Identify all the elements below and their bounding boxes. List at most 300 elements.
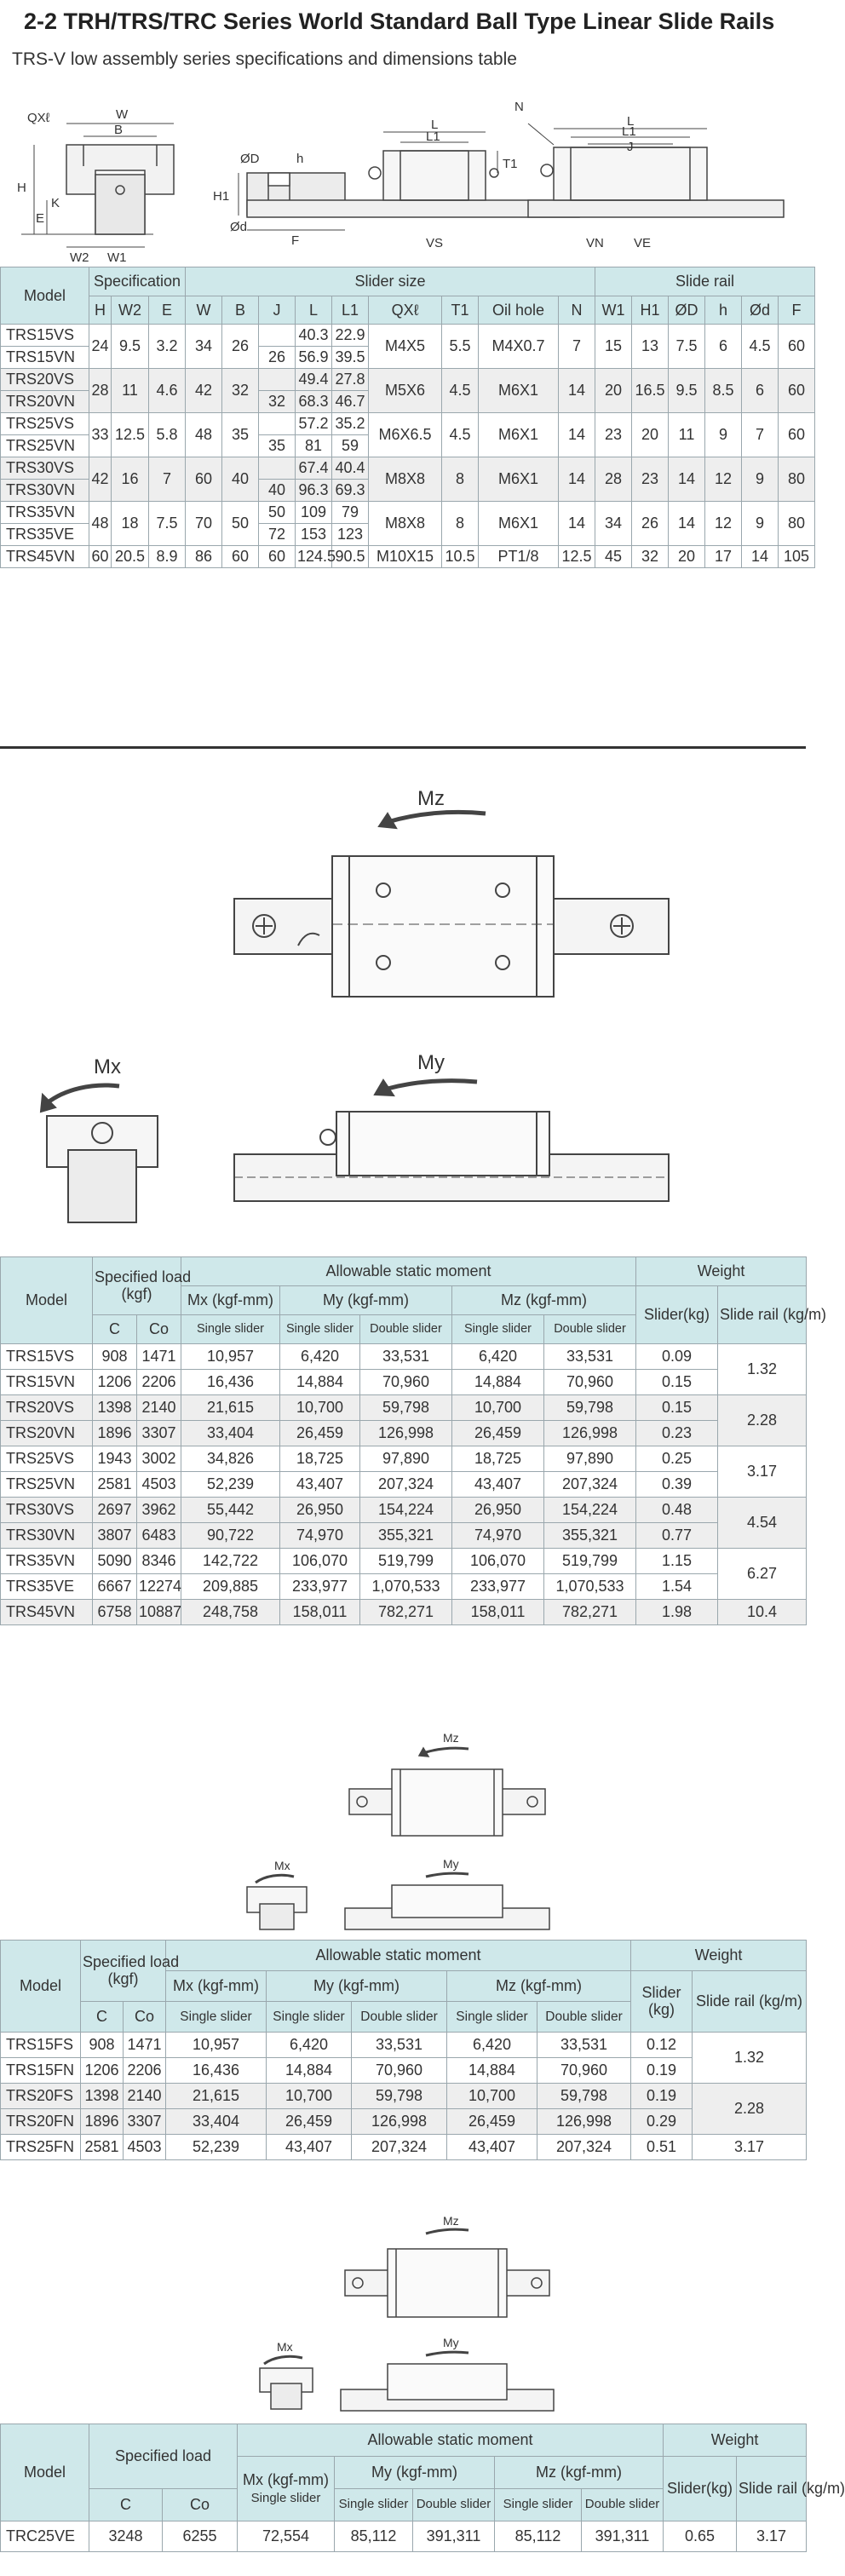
table-cell: 0.09 (636, 1344, 718, 1370)
col-e: E (149, 296, 186, 325)
table-cell: 70 (186, 502, 222, 546)
table-cell (259, 457, 296, 480)
t4-header-mz-single: Single slider (495, 2489, 582, 2521)
col-h: H (89, 296, 112, 325)
table-cell: 248,758 (181, 1600, 280, 1625)
table-row (1, 2135, 807, 2160)
table-cell: 0.25 (636, 1446, 718, 1472)
mx-label-large: Mx (94, 1055, 121, 1078)
table-cell: 59,798 (544, 1395, 636, 1421)
col-h1: H1 (632, 296, 669, 325)
table-cell: 48 (89, 502, 112, 546)
table-cell: 26,950 (280, 1498, 360, 1523)
table-cell: 34,826 (181, 1446, 280, 1472)
t2-header-mx-single: Single slider (181, 1315, 280, 1344)
table-cell: 0.19 (631, 2058, 693, 2084)
table-cell: 207,324 (537, 2135, 631, 2160)
header-specification: Specification (89, 267, 186, 296)
table-cell: 8346 (137, 1549, 181, 1574)
table-cell: 33,531 (537, 2033, 631, 2058)
table-cell: 15 (595, 325, 632, 369)
label-vn: VN (586, 236, 604, 250)
table-cell: 52,239 (181, 1472, 280, 1498)
table-cell: 9.5 (112, 325, 149, 369)
table-cell: 11 (669, 413, 705, 457)
label-h: H (17, 181, 26, 195)
table-cell: M8X8 (369, 457, 442, 502)
table-cell: 21,615 (181, 1395, 280, 1421)
table-cell: 97,890 (544, 1446, 636, 1472)
table-cell: 34 (186, 325, 222, 369)
table-cell: 0.48 (636, 1498, 718, 1523)
t3-header-specified-load (81, 1941, 180, 2002)
col-w1: W1 (595, 296, 632, 325)
table-cell: 10,957 (166, 2033, 267, 2058)
table-cell: 207,324 (352, 2135, 447, 2160)
model-cell: TRS45VN (1, 1600, 93, 1625)
model-cell: TRS15VS (1, 325, 89, 347)
col-h-small: h (705, 296, 742, 325)
table-cell: M10X15 (369, 546, 442, 568)
moment-table-trc (0, 2424, 845, 2552)
table-cell: 1.54 (636, 1574, 718, 1600)
rail-weight-cell: 4.54 (718, 1498, 807, 1549)
table-cell: 33,404 (181, 1421, 280, 1446)
table-cell: 14,884 (447, 2058, 537, 2084)
table-cell: 32 (222, 369, 259, 413)
table-cell: 7.5 (149, 502, 186, 546)
t2-header-mz: Mz (kgf-mm) (452, 1286, 636, 1315)
t2-header-co: Co (137, 1315, 181, 1344)
table-cell: 2581 (81, 2135, 124, 2160)
t3-slider-unit: (kg) (648, 2000, 675, 2018)
table-cell: 33,531 (360, 1344, 452, 1370)
table-cell: 33,531 (544, 1344, 636, 1370)
label-e: E (36, 211, 45, 226)
table-cell: 126,998 (544, 1421, 636, 1446)
table-cell: 69.3 (332, 480, 369, 502)
table-cell: 14,884 (267, 2058, 352, 2084)
table-cell: 14 (742, 546, 779, 568)
t3-header-my-double: Double slider (352, 2002, 447, 2033)
table-cell: 80 (779, 457, 815, 502)
table-cell: 1.98 (636, 1600, 718, 1625)
table-row (1, 1370, 807, 1395)
table-cell: 0.12 (631, 2033, 693, 2058)
col-j: J (259, 296, 296, 325)
table-cell: M6X1 (479, 413, 559, 457)
model-cell: TRS15VN (1, 347, 89, 369)
table-cell: 50 (259, 502, 296, 524)
table-cell: 26 (259, 347, 296, 369)
table-cell: 0.15 (636, 1395, 718, 1421)
table-cell: 782,271 (544, 1600, 636, 1625)
table-cell: 233,977 (452, 1574, 544, 1600)
table-row (1, 2084, 807, 2109)
table-cell: 12.5 (559, 546, 595, 568)
table-cell: 3.2 (149, 325, 186, 369)
table-cell: 70,960 (352, 2058, 447, 2084)
table-cell: 1896 (81, 2109, 124, 2135)
model-cell: TRS25FN (1, 2135, 81, 2160)
t3-header-mx: Mx (kgf-mm) (166, 1971, 267, 2002)
table-cell: 50 (222, 502, 259, 546)
t2-header-mz-double: Double slider (544, 1315, 636, 1344)
t3-slider-text: Slider (641, 1983, 681, 2001)
table-cell: 519,799 (360, 1549, 452, 1574)
table-cell: 26,459 (267, 2109, 352, 2135)
t4-header-slider-kg: Slider(kg) (664, 2457, 737, 2521)
col-b: B (222, 296, 259, 325)
table-cell: 35.2 (332, 413, 369, 435)
table-cell: 7.5 (669, 325, 705, 369)
label-t1: T1 (503, 157, 518, 171)
table-row (1, 457, 815, 480)
table-cell: 4503 (124, 2135, 166, 2160)
table-cell: 0.65 (664, 2521, 737, 2552)
table-cell: 9.5 (669, 369, 705, 413)
label-vs: VS (426, 236, 444, 250)
label-b: B (114, 123, 124, 137)
table-cell: 5090 (93, 1549, 137, 1574)
table-cell: 79 (332, 502, 369, 524)
table-cell: 34 (595, 502, 632, 546)
table-cell: 782,271 (360, 1600, 452, 1625)
table-row (1, 1395, 807, 1421)
table-cell: 11 (112, 369, 149, 413)
table-cell: 14,884 (280, 1370, 360, 1395)
rail-weight-cell: 1.32 (718, 1344, 807, 1395)
table-cell: 0.77 (636, 1523, 718, 1549)
table-cell: 60 (259, 546, 296, 568)
table-cell: 2140 (124, 2084, 166, 2109)
table-cell: 5.5 (442, 325, 479, 369)
table-cell: 1398 (81, 2084, 124, 2109)
col-oil-hole: Oil hole (479, 296, 559, 325)
mz-top-view-small (345, 2229, 549, 2317)
table-cell: 391,311 (413, 2521, 495, 2552)
table-cell (259, 325, 296, 347)
table-cell: 70,960 (544, 1370, 636, 1395)
table-cell: 70,960 (360, 1370, 452, 1395)
model-cell: TRS30VN (1, 1523, 93, 1549)
table-cell: 0.23 (636, 1421, 718, 1446)
table-cell: 1471 (137, 1344, 181, 1370)
table-cell: 207,324 (544, 1472, 636, 1498)
table-cell: 153 (296, 524, 332, 546)
table-cell: 16 (112, 457, 149, 502)
mx-label-medium: Mx (274, 1859, 290, 1872)
mz-top-view (234, 812, 669, 997)
col-w2: W2 (112, 296, 149, 325)
t3-header-mz: Mz (kgf-mm) (447, 1971, 631, 2002)
table-row (1, 546, 815, 568)
dimension-drawings (0, 81, 806, 264)
table-cell (259, 413, 296, 435)
moment-table-trs-f (0, 1940, 807, 2160)
table-cell: 43,407 (267, 2135, 352, 2160)
table-cell: 35 (222, 413, 259, 457)
my-side-view (234, 1080, 669, 1201)
col-n: N (559, 296, 595, 325)
table-cell: 8.9 (149, 546, 186, 568)
table-cell: 74,970 (280, 1523, 360, 1549)
page-title: 2-2 TRH/TRS/TRC Series World Standard Ball Type Linear Slide Rails (24, 9, 775, 34)
t4-header-co: Co (163, 2489, 238, 2521)
label-j: J (627, 140, 634, 154)
model-cell: TRS20VN (1, 391, 89, 413)
t3-header-slider (631, 1971, 693, 2033)
table-cell: 5.8 (149, 413, 186, 457)
t4-header-weight: Weight (664, 2424, 807, 2457)
rail-weight-cell: 1.32 (693, 2033, 807, 2084)
table-cell: M5X6 (369, 369, 442, 413)
table-cell: 0.39 (636, 1472, 718, 1498)
table-cell: 40 (259, 480, 296, 502)
table-cell: 23 (632, 457, 669, 502)
table-cell: 40.3 (296, 325, 332, 347)
table-cell: 27.8 (332, 369, 369, 391)
table-cell: 18,725 (452, 1446, 544, 1472)
table-cell: 90.5 (332, 546, 369, 568)
table-cell: 3002 (137, 1446, 181, 1472)
label-w2: W2 (70, 250, 89, 265)
col-t1: T1 (442, 296, 479, 325)
t3-header-my-single: Single slider (267, 2002, 352, 2033)
table-cell: 124.5 (296, 546, 332, 568)
model-cell: TRS15FN (1, 2058, 81, 2084)
table-cell: 8 (442, 457, 479, 502)
table-row (1, 1574, 807, 1600)
table-cell: 45 (595, 546, 632, 568)
label-l1-vn: L1 (622, 124, 636, 139)
header-slide-rail: Slide rail (595, 267, 815, 296)
table-cell: 2581 (93, 1472, 137, 1498)
table-cell: 106,070 (452, 1549, 544, 1574)
model-cell: TRS20FS (1, 2084, 81, 2109)
table-cell: 6483 (137, 1523, 181, 1549)
model-cell: TRS15VS (1, 1344, 93, 1370)
table-row (1, 1344, 807, 1370)
table-cell: 33,404 (166, 2109, 267, 2135)
model-cell: TRS20VS (1, 369, 89, 391)
table-cell: M4X5 (369, 325, 442, 369)
table-cell: 10887 (137, 1600, 181, 1625)
model-cell: TRS35VN (1, 1549, 93, 1574)
t3-header-weight: Weight (631, 1941, 807, 1971)
t2-header-my-single: Single slider (280, 1315, 360, 1344)
table-cell: 908 (93, 1344, 137, 1370)
table-cell: 2697 (93, 1498, 137, 1523)
table-cell: 60 (222, 546, 259, 568)
col-od: ØD (669, 296, 705, 325)
label-l-vs: L (431, 118, 439, 132)
table-cell: 6 (742, 369, 779, 413)
table-cell: 60 (186, 457, 222, 502)
t3-specified-load-text: Specified load (83, 1952, 180, 1970)
model-cell: TRS30VS (1, 457, 89, 480)
table-cell: 59,798 (360, 1395, 452, 1421)
table-cell: 67.4 (296, 457, 332, 480)
table-cell: 26 (632, 502, 669, 546)
table-cell: 12 (705, 457, 742, 502)
table-cell: 1896 (93, 1421, 137, 1446)
table-cell: M6X1 (479, 457, 559, 502)
table-cell: 70,960 (537, 2058, 631, 2084)
table-cell: 14 (669, 457, 705, 502)
moment-table-trs-v (0, 1256, 827, 1625)
table-cell: 6667 (93, 1574, 137, 1600)
table-cell: 23 (595, 413, 632, 457)
table-cell: 14,884 (452, 1370, 544, 1395)
table-cell: 908 (81, 2033, 124, 2058)
table-cell: 355,321 (360, 1523, 452, 1549)
table-cell: 7 (742, 413, 779, 457)
label-h1: H1 (213, 189, 230, 204)
t4-header-mz-double: Double slider (582, 2489, 664, 2521)
table-cell: 6,420 (452, 1344, 544, 1370)
col-qx: QXℓ (369, 296, 442, 325)
t3-header-mx-single: Single slider (166, 2002, 267, 2033)
t4-header-mz: Mz (kgf-mm) (495, 2457, 664, 2489)
table-cell: 1206 (93, 1370, 137, 1395)
moment-diagrams-medium (0, 1725, 806, 1934)
table-cell: 33 (89, 413, 112, 457)
label-f: F (291, 233, 300, 248)
table-cell: 74,970 (452, 1523, 544, 1549)
table-cell: 14 (559, 369, 595, 413)
model-cell: TRS35VE (1, 524, 89, 546)
table-cell: 39.5 (332, 347, 369, 369)
t2-specified-load-text: Specified load (95, 1268, 192, 1285)
my-label-large: My (417, 1051, 445, 1074)
table-cell: 13 (632, 325, 669, 369)
model-cell: TRS20VN (1, 1421, 93, 1446)
table-cell: M6X6.5 (369, 413, 442, 457)
table-cell: 9 (705, 413, 742, 457)
table-cell: M4X0.7 (479, 325, 559, 369)
table-cell: 106,070 (280, 1549, 360, 1574)
table-cell: 85,112 (335, 2521, 413, 2552)
table-cell: 154,224 (544, 1498, 636, 1523)
table-row (1, 2033, 807, 2058)
label-ve: VE (634, 236, 652, 250)
table-cell: 1471 (124, 2033, 166, 2058)
label-n: N (514, 100, 524, 114)
col-l1: L1 (332, 296, 369, 325)
table-cell: 126,998 (537, 2109, 631, 2135)
t4-header-model: Model (1, 2424, 89, 2521)
label-h-small: h (296, 152, 304, 166)
table-cell: M8X8 (369, 502, 442, 546)
table-cell: 43,407 (452, 1472, 544, 1498)
table-cell: 10,700 (280, 1395, 360, 1421)
mx-front-view-small (260, 2356, 313, 2409)
mz-top-view-medium (349, 1748, 545, 1836)
table-cell: 32 (259, 391, 296, 413)
table-cell: 3248 (89, 2521, 163, 2552)
table-cell: 9 (742, 457, 779, 502)
table-cell: 49.4 (296, 369, 332, 391)
table-cell: 0.15 (636, 1370, 718, 1395)
my-label-small: My (443, 2336, 459, 2349)
table-cell: 109 (296, 502, 332, 524)
table-cell: 68.3 (296, 391, 332, 413)
table-cell: 59,798 (537, 2084, 631, 2109)
table-cell: 26,950 (452, 1498, 544, 1523)
table-cell: 7 (559, 325, 595, 369)
table-cell: 233,977 (280, 1574, 360, 1600)
table-row (1, 2521, 807, 2552)
table-cell: 60 (779, 325, 815, 369)
model-cell: TRS20FN (1, 2109, 81, 2135)
table-cell: 1943 (93, 1446, 137, 1472)
t2-header-rail-kgm: Slide rail (kg/m) (718, 1286, 807, 1344)
model-cell: TRS25VS (1, 1446, 93, 1472)
table-cell: 32 (632, 546, 669, 568)
t3-header-model: Model (1, 1941, 81, 2033)
table-cell: 16,436 (166, 2058, 267, 2084)
mx-front-view (41, 1085, 158, 1222)
header-model: Model (1, 267, 89, 325)
label-od: ØD (240, 152, 260, 166)
t4-mx-text: Mx (kgf-mm) (243, 2470, 329, 2488)
table-cell: 3307 (124, 2109, 166, 2135)
table-cell: 90,722 (181, 1523, 280, 1549)
table-cell: 43,407 (447, 2135, 537, 2160)
table-cell: 60 (779, 413, 815, 457)
table-cell: 20 (632, 413, 669, 457)
table-cell: 28 (595, 457, 632, 502)
t2-header-mx: Mx (kgf-mm) (181, 1286, 280, 1315)
table-cell: 56.9 (296, 347, 332, 369)
table-cell: 17 (705, 546, 742, 568)
t3-specified-load-unit: (kgf) (107, 1969, 139, 1987)
rail-weight-cell: 3.17 (718, 1446, 807, 1498)
mx-label-small: Mx (277, 2340, 293, 2354)
table-cell: 12.5 (112, 413, 149, 457)
label-w1: W1 (107, 250, 127, 265)
t4-header-c: C (89, 2489, 163, 2521)
table-row (1, 1472, 807, 1498)
t3-header-mz-single: Single slider (447, 2002, 537, 2033)
mz-label-large: Mz (417, 787, 445, 810)
table-cell: 105 (779, 546, 815, 568)
table-row (1, 413, 815, 435)
table-cell: 10.5 (442, 546, 479, 568)
col-od-small: Ød (742, 296, 779, 325)
table-row (1, 1446, 807, 1472)
label-k: K (51, 196, 60, 210)
model-cell: TRS35VN (1, 502, 89, 524)
t3-header-rail-kgm: Slide rail (kg/m) (693, 1971, 807, 2033)
table-cell: 26,459 (452, 1421, 544, 1446)
table-cell: 2140 (137, 1395, 181, 1421)
table-row (1, 1498, 807, 1523)
t4-header-mx (238, 2457, 335, 2521)
table-cell: 81 (296, 435, 332, 457)
table-cell: 1206 (81, 2058, 124, 2084)
my-side-view-small (341, 2352, 554, 2411)
table-cell: 154,224 (360, 1498, 452, 1523)
moment-diagrams-large (0, 767, 806, 1244)
table-cell: 24 (89, 325, 112, 369)
mx-front-view-medium (247, 1875, 307, 1929)
table-cell: 14 (559, 413, 595, 457)
table-cell: 60 (89, 546, 112, 568)
t4-header-rail-kgm: Slide rail (kg/m) (737, 2457, 807, 2521)
col-f: F (779, 296, 815, 325)
